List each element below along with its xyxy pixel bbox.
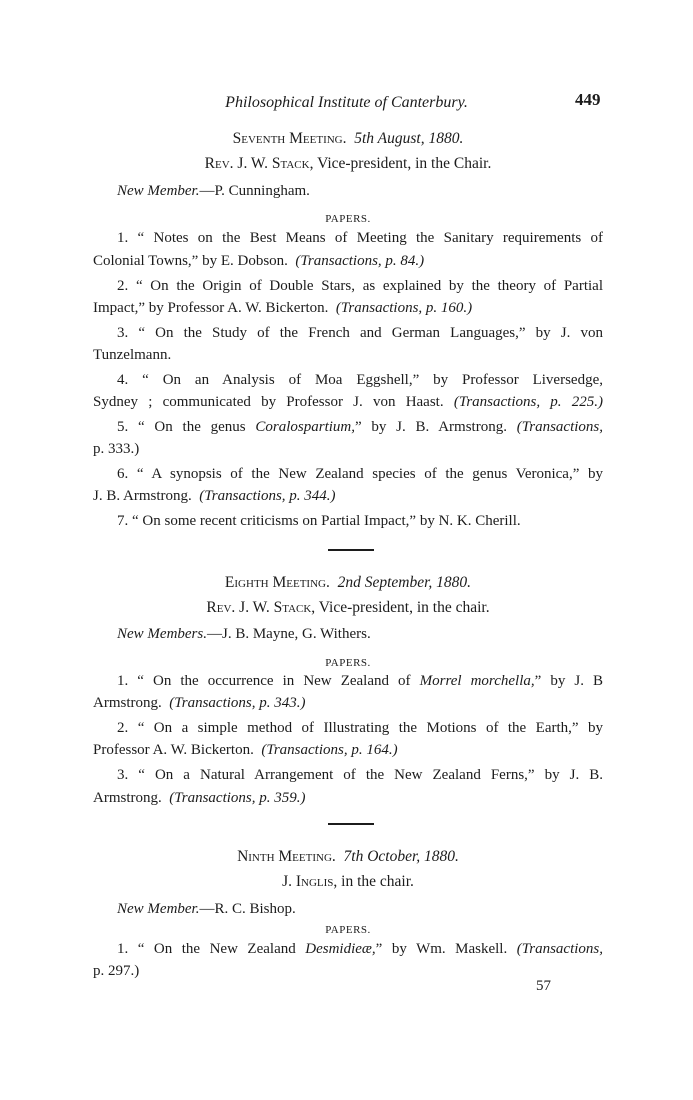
- meeting-date: 2nd September, 1880.: [337, 574, 472, 591]
- papers-heading: PAPERS.: [325, 657, 371, 669]
- chair-role: Vice-president, in the chair.: [318, 599, 490, 616]
- meeting-heading-seventh: [93, 130, 603, 148]
- meeting-date: 7th October, 1880.: [343, 848, 459, 865]
- paper-line: Colonial Towns,” by E. Dobson. (Transactions, p. 84.): [93, 253, 425, 269]
- paper-line: 1. “ Notes on the Best Means of Meeting the Sanitary requirements of: [117, 230, 603, 246]
- paper-line: Tunzelmann.: [93, 347, 172, 363]
- transactions-ref: (Transactions, p. 344.): [199, 488, 336, 504]
- section-divider: [328, 549, 374, 551]
- transactions-ref: (Transactions,: [516, 419, 604, 435]
- paper-line: Armstrong. (Transactions, p. 343.): [93, 695, 306, 711]
- transactions-ref: (Transactions, p. 359.): [169, 790, 306, 806]
- new-member-label: New Members.: [117, 626, 207, 642]
- paper-line: 6. “ A synopsis of the New Zealand species of the genus Veronica,” by: [117, 466, 603, 482]
- transactions-ref: (Transactions,: [516, 941, 604, 957]
- section-divider: [328, 823, 374, 825]
- genus-name: Coralospartium,: [255, 419, 355, 435]
- paper-line: p. 333.): [93, 441, 140, 457]
- chair-name: Rev. J. W. Stack,: [206, 599, 316, 616]
- taxon-name: Desmidieæ,: [305, 941, 376, 957]
- transactions-ref: (Transactions, p. 225.): [453, 394, 604, 410]
- chair-role: in the chair.: [341, 873, 414, 890]
- paper-line: 2. “ On a simple method of Illustrating the Motions of the Earth,” by: [117, 720, 603, 736]
- new-member-names: —R. C. Bishop.: [199, 901, 296, 917]
- new-member-line: [117, 900, 597, 918]
- paper-line: 3. “ On the Study of the French and German Languages,” by J. von: [117, 325, 603, 341]
- paper-line: 5. “ On the genus Coralospartium,” by J. B. Armstrong. (Transactions,: [117, 419, 604, 435]
- paper-line: 4. “ On an Analysis of Moa Eggshell,” by Professor Liversedge,: [117, 372, 603, 388]
- transactions-ref: (Transactions, p. 160.): [335, 300, 473, 316]
- paper-line: Impact,” by Professor A. W. Bickerton. (Transactions, p. 160.): [93, 300, 473, 316]
- meeting-heading-ninth: [93, 848, 603, 866]
- paper-line: 2. “ On the Origin of Double Stars, as explained by the theory of Partial: [117, 278, 603, 294]
- new-member-line: [117, 625, 597, 643]
- transactions-ref: (Transactions, p. 164.): [261, 742, 398, 758]
- meeting-heading-eighth: [93, 574, 603, 592]
- meeting-chair: [93, 155, 603, 173]
- new-member-line: [117, 182, 597, 200]
- paper-line: Armstrong. (Transactions, p. 359.): [93, 790, 306, 806]
- paper-line: p. 297.): [93, 963, 140, 979]
- chair-name: J. Inglis,: [282, 873, 338, 890]
- paper-line: 1. “ On the New Zealand Desmidieæ,” by Wm. Maskell. (Transactions,: [117, 941, 604, 957]
- meeting-chair: [93, 599, 603, 617]
- paper-line: Professor A. W. Bickerton. (Transactions, p. 164.): [93, 742, 398, 758]
- paper-line: 7. “ On some recent criticisms on Partial Impact,” by N. K. Cherill.: [117, 513, 521, 529]
- paper-line: Sydney ; communicated by Professor J. von Haast. (Transactions, p. 225.): [93, 394, 604, 410]
- new-member-names: —J. B. Mayne, G. Withers.: [207, 626, 371, 642]
- papers-heading: PAPERS.: [325, 924, 371, 936]
- paper-line: J. B. Armstrong. (Transactions, p. 344.): [93, 488, 336, 504]
- new-member-names: —P. Cunningham.: [199, 183, 310, 199]
- chair-name: Rev. J. W. Stack,: [204, 155, 314, 172]
- meeting-date: 5th August, 1880.: [354, 130, 464, 147]
- running-title: Philosophical Institute of Canterbury.: [225, 94, 468, 111]
- transactions-ref: (Transactions, p. 343.): [169, 695, 306, 711]
- meeting-chair: [93, 873, 603, 891]
- meeting-name: Seventh Meeting.: [232, 130, 347, 147]
- new-member-label: New Member.: [117, 183, 200, 199]
- signature-mark: 57: [536, 978, 551, 994]
- page-number: 449: [575, 90, 601, 109]
- transactions-ref: (Transactions, p. 84.): [295, 253, 425, 269]
- paper-line: 1. “ On the occurrence in New Zealand of Morrel morchella,” by J. B: [117, 673, 604, 689]
- paper-line: 3. “ On a Natural Arrangement of the New Zealand Ferns,” by J. B.: [117, 767, 603, 783]
- meeting-name: Eighth Meeting.: [224, 574, 330, 591]
- chair-role: Vice-president, in the Chair.: [317, 155, 492, 172]
- papers-heading: PAPERS.: [325, 213, 371, 225]
- new-member-label: New Member.: [117, 901, 200, 917]
- meeting-name: Ninth Meeting.: [237, 848, 336, 865]
- species-name: Morrel morchella,: [419, 673, 535, 689]
